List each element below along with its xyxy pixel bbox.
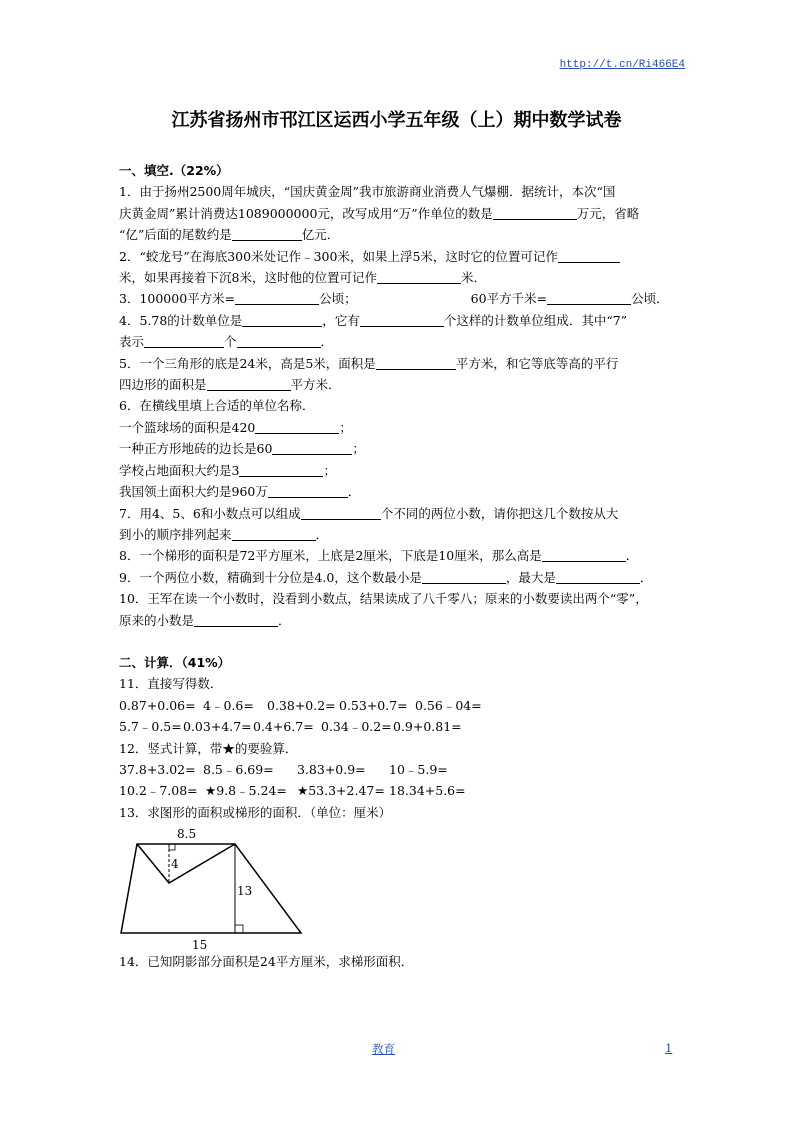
answer-blank[interactable] <box>242 312 322 327</box>
label-top: 8.5 <box>177 827 197 842</box>
label-h1: 4 <box>171 857 179 872</box>
section2-heading: 二、计算．（41%） <box>119 654 231 670</box>
answer-blank[interactable] <box>542 547 626 562</box>
q11-row-2: 5.7﹣0.5=0.03+4.7=0.4+6.7= 0.34﹣0.2=0.9+0.81= <box>119 719 462 735</box>
question-2: 2．“蛟龙号”在海底300米处记作﹣300米，如果上浮5米，这时它的位置可记作 <box>119 246 674 267</box>
page-title: 江苏省扬州市邗江区运西小学五年级（上）期中数学试卷 <box>171 110 622 131</box>
answer-blank[interactable] <box>235 290 319 305</box>
source-link[interactable]: http://t.cn/Ri466E4 <box>559 59 685 71</box>
question-12: 12．竖式计算，带★的要验算． <box>119 740 298 756</box>
answer-blank[interactable] <box>232 226 302 241</box>
question-7: 7．用4、5、6和小数点可以组成 个不同的两位小数，请你把这几个数按从大 <box>119 505 619 521</box>
answer-blank[interactable] <box>360 312 444 327</box>
answer-blank[interactable] <box>422 569 506 584</box>
answer-blank[interactable] <box>547 290 631 305</box>
answer-blank[interactable] <box>237 333 321 348</box>
question-3: 3．100000平方米= 公顷； 60平方千米= 公顷． <box>119 291 669 307</box>
trapezoid-figure <box>119 825 319 951</box>
question-11: 11．直接写得数． <box>119 676 223 692</box>
answer-blank[interactable] <box>493 205 577 220</box>
answer-blank[interactable] <box>558 248 620 263</box>
question-4: 4．5.78的计数单位是 ，它有 个这样的计数单位组成．其中“7” <box>119 312 628 328</box>
answer-blank[interactable] <box>268 483 348 498</box>
label-bottom: 15 <box>192 938 208 952</box>
label-h2: 13 <box>237 884 253 899</box>
page-number: 1 <box>665 1041 673 1055</box>
question-13: 13．求图形的面积或梯形的面积．（单位：厘米） <box>119 804 392 820</box>
answer-blank[interactable] <box>194 612 278 627</box>
answer-blank[interactable] <box>301 505 381 520</box>
question-8: 8．一个梯形的面积是72平方厘米，上底是2厘米，下底是10厘米，那么高是 ． <box>119 548 639 564</box>
section1-heading: 一、填空.（22%） <box>119 163 229 178</box>
right-angle-mark <box>235 925 243 933</box>
right-angle-mark <box>169 844 175 850</box>
answer-blank[interactable] <box>377 269 461 284</box>
question-5: 5．一个三角形的底是24米，高是5米，面积是 平方米，和它等底等高的平行 <box>119 355 619 371</box>
question-9: 9．一个两位小数，精确到十分位是4.0，这个数最小是 ，最大是 ． <box>119 569 653 585</box>
q12-row-2: 10.2﹣7.08= ★9.8﹣5.24= ★53.3+2.47= 18.34+5.6= <box>119 783 466 799</box>
question-10: 10．王军在读一个小数时，没看到小数点，结果读成了八千零八；原来的小数要读出两个“零”， <box>119 591 648 607</box>
answer-blank[interactable] <box>376 355 456 370</box>
exam-content: 一、填空.（22%） 1．由于扬州2500周年城庆，“国庆黄金周”我市旅游商业消费人气爆棚．据统计，本次“国 庆黄金周”累计消费达1089000000元，改写成用“万”作单位的数是 万元，省略 “亿”后面的尾数约是 亿元． 2．“蛟龙号”在海底300米处记作﹣300米，如果上浮5米，这时它的位置可记作 米，如果再接着下沉8米，这时他的位置可记作 米． 3．100000平方米= 公顷； 60平方千米= 公顷． 4．5.78的计数单位是 ，它有 个这样的计数单位组成．其中“7” 表示 个 ． 5．一个三角形的底是24米，高是5米，面积是 平方米，和它等底等高的平行 四边形的面积是 平方米． 6．在横线里填上合适的单位名称． 一个篮球场的面积是420 ； 一种正方形地砖的边长是60 ； 学校占地面积大约是3 ； 我国领土面积大约是960万 ． 7．用4、5、6和小数点可以组成 个不同的两位小数，请你把这几个数按从大 到小的顺序排列起来 ． 8．一个梯形的面积是72平方厘米，上底是2厘米，下底是10厘米，那么高是 ． 9．一个两位小数，精确到十分位是4.0，这个数最小是 ，最大是 ． 10．王军在读一个小数时，没看到小数点，结果读成了八千零八；原来的小数要读出两个“零”， 原来的小数是 ． 二、计算．（41%） 11．直接写得数． 0.87+0.06= 4﹣0.6= 0.38+0.2= 0.53+0.7= 0.56﹣04= 5.7﹣0.5=0.03+4.7=0.4+6.7= 0.34﹣0.2=0.9+0.81= 12．竖式计算，带★的要验算． 37.8+3.02= 8.5﹣6.69= 3.83+0.9= 10﹣5.9= 10.2﹣7.08= ★9.8﹣5.24= ★53.3+2.47= 18.34+5.6= 13．求图形的面积或梯形的面积．（单位：厘米） 8.5 4 13 15 14．已知阴影部分面积是24平方厘米，求梯形面积． <box>119 160 674 973</box>
answer-blank[interactable] <box>207 376 291 391</box>
q12-row-1: 37.8+3.02= 8.5﹣6.69= 3.83+0.9= 10﹣5.9= <box>119 761 448 777</box>
question-14: 14．已知阴影部分面积是24平方厘米，求梯形面积． <box>119 954 414 970</box>
answer-blank[interactable] <box>144 333 224 348</box>
answer-blank[interactable] <box>255 419 339 434</box>
q11-row-1: 0.87+0.06= 4﹣0.6= 0.38+0.2= 0.53+0.7= 0.56﹣04= <box>119 697 482 713</box>
answer-blank[interactable] <box>556 569 640 584</box>
question-6: 6．在横线里填上合适的单位名称． <box>119 398 315 414</box>
answer-blank[interactable] <box>232 526 316 541</box>
answer-blank[interactable] <box>239 462 323 477</box>
shaded-triangle <box>137 844 235 883</box>
answer-blank[interactable] <box>272 440 352 455</box>
footer-link[interactable]: 教育 <box>372 1042 395 1056</box>
question-1: 1．由于扬州2500周年城庆，“国庆黄金周”我市旅游商业消费人气爆棚．据统计，本次“国 <box>119 184 616 200</box>
